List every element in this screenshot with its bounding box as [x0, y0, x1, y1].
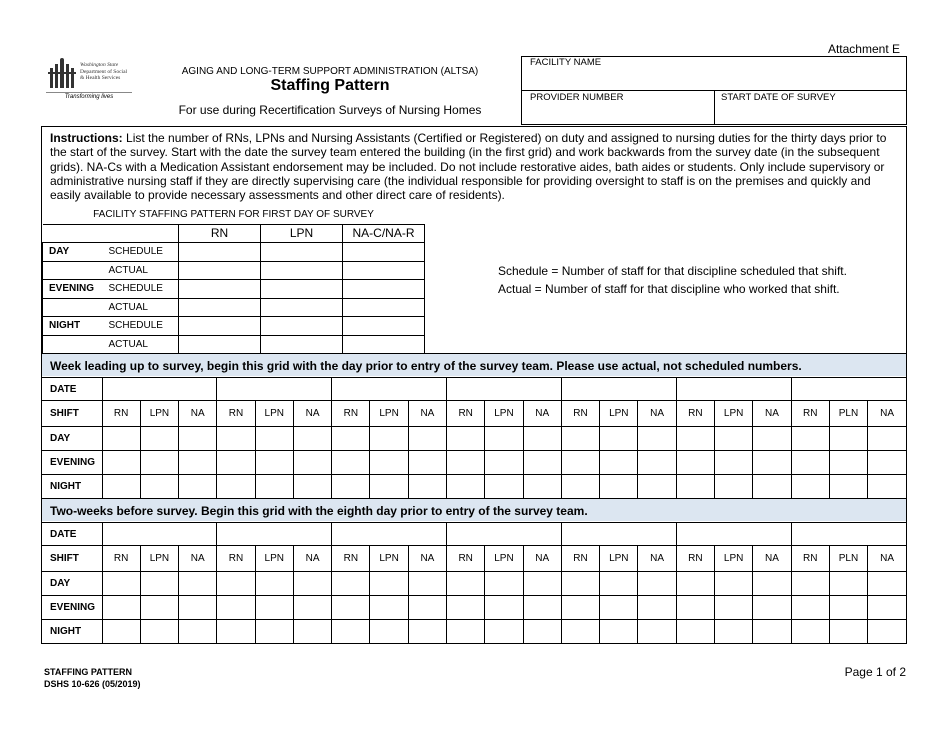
staff-count-cell[interactable]: [676, 620, 714, 644]
row-label: EVENING: [42, 451, 102, 475]
staff-count-cell[interactable]: [343, 335, 425, 354]
staff-count-cell[interactable]: [261, 280, 343, 299]
staff-count-cell[interactable]: [676, 572, 714, 596]
week2-grid: [42, 522, 906, 644]
date-cell[interactable]: [791, 523, 906, 546]
first-day-grid-row: [43, 280, 425, 299]
discipline-header: NA: [868, 401, 906, 427]
staff-count-cell[interactable]: [447, 451, 485, 475]
staff-count-cell[interactable]: [293, 451, 331, 475]
discipline-header: RN: [447, 401, 485, 427]
agency-name: AGING AND LONG-TERM SUPPORT ADMINISTRATION (ALTSA): [181, 66, 479, 77]
week-row-day: [42, 572, 906, 596]
staff-count-cell[interactable]: [447, 427, 485, 451]
staff-count-cell[interactable]: [868, 475, 906, 499]
week-row-evening: [42, 596, 906, 620]
staff-count-cell[interactable]: [102, 596, 140, 620]
staff-count-cell[interactable]: [179, 620, 217, 644]
week-row-day: [42, 427, 906, 451]
staff-count-cell[interactable]: [523, 620, 561, 644]
logo-tagline: Transforming lives: [46, 92, 132, 100]
staff-count-cell[interactable]: [140, 427, 178, 451]
date-cell[interactable]: [332, 523, 447, 546]
date-cell[interactable]: [791, 378, 906, 401]
staff-count-cell[interactable]: [523, 572, 561, 596]
staff-count-cell[interactable]: [600, 475, 638, 499]
staff-count-cell[interactable]: [217, 596, 255, 620]
row-label: EVENING: [42, 596, 102, 620]
shift-period-label: EVENING: [43, 280, 103, 299]
row-label: DATE: [42, 523, 102, 546]
staff-count-cell[interactable]: [408, 572, 446, 596]
count-type-label: SCHEDULE: [103, 243, 179, 262]
staff-count-cell[interactable]: [791, 451, 829, 475]
discipline-header: NA: [523, 546, 561, 572]
facility-info-box: [521, 56, 907, 125]
staff-count-cell[interactable]: [753, 475, 791, 499]
staff-count-cell[interactable]: [447, 620, 485, 644]
staff-count-cell[interactable]: [255, 572, 293, 596]
discipline-header: RN: [561, 546, 599, 572]
staff-count-cell[interactable]: [753, 451, 791, 475]
staff-count-cell[interactable]: [638, 475, 676, 499]
staff-count-cell[interactable]: [293, 596, 331, 620]
staff-count-cell[interactable]: [485, 475, 523, 499]
staff-count-cell[interactable]: [102, 572, 140, 596]
shift-period-label: NIGHT: [43, 317, 103, 336]
discipline-header: LPN: [715, 401, 753, 427]
row-label: SHIFT: [42, 401, 102, 427]
staff-count-cell[interactable]: [791, 475, 829, 499]
week-row-evening: [42, 451, 906, 475]
logo-line: & Health Services: [80, 75, 121, 81]
staff-count-cell[interactable]: [791, 620, 829, 644]
start-date-label: START DATE OF SURVEY: [721, 92, 836, 103]
staff-count-cell[interactable]: [868, 572, 906, 596]
staff-count-cell[interactable]: [332, 451, 370, 475]
staff-count-cell[interactable]: [261, 335, 343, 354]
discipline-header: PLN: [829, 546, 867, 572]
staff-count-cell[interactable]: [868, 427, 906, 451]
discipline-header: LPN: [600, 546, 638, 572]
staff-count-cell[interactable]: [447, 475, 485, 499]
form-id: [44, 667, 141, 690]
staff-count-cell[interactable]: [868, 620, 906, 644]
shift-period-label: DAY: [43, 243, 103, 262]
legend-actual: Actual = Number of staff for that discipline who worked that shift.: [498, 281, 840, 296]
staff-count-cell[interactable]: [179, 596, 217, 620]
staff-count-cell[interactable]: [370, 572, 408, 596]
discipline-header: NA: [179, 546, 217, 572]
discipline-header: NA: [408, 401, 446, 427]
first-day-grid-row: [43, 317, 425, 336]
week-row-shift: [42, 401, 906, 427]
discipline-header: RN: [447, 546, 485, 572]
staff-count-cell[interactable]: [600, 596, 638, 620]
staff-count-cell[interactable]: [600, 620, 638, 644]
staff-count-cell[interactable]: [343, 298, 425, 317]
staff-count-cell[interactable]: [370, 427, 408, 451]
staff-count-cell[interactable]: [140, 475, 178, 499]
staff-count-cell[interactable]: [140, 620, 178, 644]
staff-count-cell[interactable]: [332, 620, 370, 644]
week-row-date: [42, 378, 906, 401]
logo-line: Department of Social: [80, 68, 128, 75]
discipline-header: NA: [868, 546, 906, 572]
staff-count-cell[interactable]: [370, 596, 408, 620]
instructions-text: List the number of RNs, LPNs and Nursing Assistants (Certified or Registered) on duty and assigned to nursing duties for the thirty days prior to the start of the survey. Start with the date the survey team entered the building (in the first grid) and work backwards from the survey date (in the subsequent grids). NA-Cs with a Medication Assistant endorsement may be included. Do not include restorative aides, bath aides or students. Only include supervisory or administrative nursing staff if they are directly supervising care (the individual responsible for providing oversight to staff is on the premises and quickly and easily available to provide necessary assessments and other direct care of residents).: [50, 131, 887, 203]
staff-count-cell[interactable]: [791, 427, 829, 451]
staff-count-cell[interactable]: [293, 475, 331, 499]
discipline-header: NA: [408, 546, 446, 572]
staff-count-cell[interactable]: [561, 451, 599, 475]
staffing-form: [41, 126, 907, 644]
staff-count-cell[interactable]: [447, 596, 485, 620]
staff-count-cell[interactable]: [485, 451, 523, 475]
provider-number-field[interactable]: [522, 91, 714, 125]
staff-count-cell[interactable]: [140, 596, 178, 620]
staff-count-cell[interactable]: [179, 317, 261, 336]
date-cell[interactable]: [447, 378, 562, 401]
staff-count-cell[interactable]: [332, 427, 370, 451]
staff-count-cell[interactable]: [715, 451, 753, 475]
row-label: DATE: [42, 378, 102, 401]
staff-count-cell[interactable]: [715, 427, 753, 451]
logo-line: Washington State: [80, 62, 119, 68]
staff-count-cell[interactable]: [179, 572, 217, 596]
row-label: DAY: [42, 427, 102, 451]
count-type-label: ACTUAL: [103, 335, 179, 354]
staff-count-cell[interactable]: [868, 451, 906, 475]
first-day-grid-row: [43, 335, 425, 354]
staff-count-cell[interactable]: [868, 596, 906, 620]
staff-count-cell[interactable]: [676, 475, 714, 499]
staff-count-cell[interactable]: [638, 427, 676, 451]
staff-count-cell[interactable]: [676, 427, 714, 451]
staff-count-cell[interactable]: [408, 451, 446, 475]
instructions: [50, 131, 902, 202]
week1-banner: Week leading up to survey, begin this grid with the day prior to entry of the survey team. Please use actual, not scheduled numbers.: [42, 353, 906, 376]
staff-count-cell[interactable]: [561, 620, 599, 644]
staff-count-cell[interactable]: [523, 427, 561, 451]
staff-count-cell[interactable]: [255, 427, 293, 451]
staff-count-cell[interactable]: [523, 451, 561, 475]
staff-count-cell[interactable]: [561, 572, 599, 596]
staff-count-cell[interactable]: [753, 596, 791, 620]
discipline-header: NA: [753, 546, 791, 572]
date-cell[interactable]: [676, 378, 791, 401]
staff-count-cell[interactable]: [715, 620, 753, 644]
date-cell[interactable]: [561, 378, 676, 401]
count-type-label: ACTUAL: [103, 261, 179, 280]
discipline-header: RN: [332, 401, 370, 427]
date-cell[interactable]: [561, 523, 676, 546]
staff-count-cell[interactable]: [638, 572, 676, 596]
staff-count-cell[interactable]: [102, 475, 140, 499]
staff-count-cell[interactable]: [561, 475, 599, 499]
week-row-night: [42, 475, 906, 499]
staff-count-cell[interactable]: [261, 317, 343, 336]
staff-count-cell[interactable]: [408, 620, 446, 644]
staff-count-cell[interactable]: [102, 451, 140, 475]
staff-count-cell[interactable]: [255, 451, 293, 475]
staff-count-cell[interactable]: [600, 427, 638, 451]
discipline-header: NA: [293, 546, 331, 572]
discipline-header: LPN: [715, 546, 753, 572]
shift-period-label: [43, 335, 103, 354]
first-day-grid: [42, 206, 425, 354]
staff-count-cell[interactable]: [829, 427, 867, 451]
week-row-date: [42, 523, 906, 546]
week-row-shift: [42, 546, 906, 572]
discipline-header: NA: [523, 401, 561, 427]
staff-count-cell[interactable]: [179, 451, 217, 475]
discipline-header: NA: [638, 546, 676, 572]
staff-count-cell[interactable]: [676, 596, 714, 620]
staff-count-cell[interactable]: [217, 572, 255, 596]
form-number: DSHS 10-626 (05/2019): [44, 678, 141, 689]
staff-count-cell[interactable]: [217, 427, 255, 451]
staff-count-cell[interactable]: [261, 261, 343, 280]
staff-count-cell[interactable]: [523, 596, 561, 620]
staff-count-cell[interactable]: [370, 620, 408, 644]
legend-schedule: Schedule = Number of staff for that discipline scheduled that shift.: [498, 264, 847, 278]
discipline-header: RN: [102, 546, 140, 572]
discipline-header: PLN: [829, 401, 867, 427]
attachment-label: Attachment E: [827, 42, 900, 56]
first-day-grid-row: [43, 261, 425, 280]
first-day-grid-caption: FACILITY STAFFING PATTERN FOR FIRST DAY OF SURVEY: [43, 206, 425, 224]
staff-count-cell[interactable]: [255, 475, 293, 499]
page-number: Page 1 of 2: [844, 665, 906, 679]
shift-period-label: [43, 298, 103, 317]
staff-count-cell[interactable]: [179, 261, 261, 280]
staff-count-cell[interactable]: [791, 572, 829, 596]
staff-count-cell[interactable]: [829, 572, 867, 596]
staff-count-cell[interactable]: [791, 596, 829, 620]
staff-count-cell[interactable]: [217, 475, 255, 499]
staff-count-cell[interactable]: [261, 243, 343, 262]
staff-count-cell[interactable]: [753, 572, 791, 596]
staff-count-cell[interactable]: [485, 596, 523, 620]
staff-count-cell[interactable]: [343, 243, 425, 262]
staff-count-cell[interactable]: [829, 596, 867, 620]
staff-count-cell[interactable]: [829, 451, 867, 475]
staff-count-cell[interactable]: [343, 261, 425, 280]
week1-grid: [42, 377, 906, 499]
column-header: RN: [179, 224, 261, 243]
shift-period-label: [43, 261, 103, 280]
discipline-header: LPN: [485, 401, 523, 427]
staff-count-cell[interactable]: [343, 317, 425, 336]
staff-count-cell[interactable]: [217, 451, 255, 475]
staff-count-cell[interactable]: [217, 620, 255, 644]
date-cell[interactable]: [447, 523, 562, 546]
row-label: DAY: [42, 572, 102, 596]
date-cell[interactable]: [332, 378, 447, 401]
staff-count-cell[interactable]: [179, 298, 261, 317]
staff-count-cell[interactable]: [179, 280, 261, 299]
discipline-header: LPN: [600, 401, 638, 427]
week-row-night: [42, 620, 906, 644]
discipline-header: RN: [676, 401, 714, 427]
discipline-header: RN: [332, 546, 370, 572]
staff-count-cell[interactable]: [102, 427, 140, 451]
staff-count-cell[interactable]: [715, 572, 753, 596]
row-label: NIGHT: [42, 475, 102, 499]
date-cell[interactable]: [217, 523, 332, 546]
page-subtitle: For use during Recertification Surveys of Nursing Homes: [178, 103, 482, 117]
staff-count-cell[interactable]: [447, 572, 485, 596]
staff-count-cell[interactable]: [676, 451, 714, 475]
row-label: SHIFT: [42, 546, 102, 572]
staff-count-cell[interactable]: [293, 572, 331, 596]
staff-count-cell[interactable]: [255, 620, 293, 644]
staff-count-cell[interactable]: [715, 475, 753, 499]
count-type-label: ACTUAL: [103, 298, 179, 317]
staff-count-cell[interactable]: [261, 298, 343, 317]
staff-count-cell[interactable]: [408, 475, 446, 499]
staff-count-cell[interactable]: [523, 475, 561, 499]
staff-count-cell[interactable]: [753, 620, 791, 644]
staff-count-cell[interactable]: [485, 427, 523, 451]
first-day-grid-row: [43, 298, 425, 317]
discipline-header: LPN: [140, 401, 178, 427]
staff-count-cell[interactable]: [332, 572, 370, 596]
staff-count-cell[interactable]: [332, 475, 370, 499]
staff-count-cell[interactable]: [638, 451, 676, 475]
staff-count-cell[interactable]: [293, 427, 331, 451]
discipline-header: RN: [791, 546, 829, 572]
staff-count-cell[interactable]: [715, 596, 753, 620]
staff-count-cell[interactable]: [638, 596, 676, 620]
discipline-header: RN: [676, 546, 714, 572]
count-type-label: SCHEDULE: [103, 317, 179, 336]
date-cell[interactable]: [102, 378, 217, 401]
discipline-header: NA: [753, 401, 791, 427]
staff-count-cell[interactable]: [753, 427, 791, 451]
staff-count-cell[interactable]: [370, 451, 408, 475]
staff-count-cell[interactable]: [343, 280, 425, 299]
staff-count-cell[interactable]: [179, 243, 261, 262]
provider-number-label: PROVIDER NUMBER: [530, 92, 624, 103]
facility-name-field[interactable]: [522, 57, 906, 91]
date-cell[interactable]: [676, 523, 791, 546]
discipline-header: RN: [217, 401, 255, 427]
discipline-header: RN: [102, 401, 140, 427]
staff-count-cell[interactable]: [408, 427, 446, 451]
discipline-header: NA: [638, 401, 676, 427]
form-title: STAFFING PATTERN: [44, 667, 132, 677]
staff-count-cell[interactable]: [600, 451, 638, 475]
staff-count-cell[interactable]: [561, 596, 599, 620]
discipline-header: LPN: [370, 401, 408, 427]
staff-count-cell[interactable]: [370, 475, 408, 499]
staff-count-cell[interactable]: [829, 620, 867, 644]
staff-count-cell[interactable]: [485, 620, 523, 644]
row-label: NIGHT: [42, 620, 102, 644]
instructions-heading: Instructions:: [50, 131, 123, 145]
discipline-header: LPN: [255, 401, 293, 427]
discipline-header: NA: [179, 401, 217, 427]
discipline-header: RN: [217, 546, 255, 572]
week2-banner: Two-weeks before survey. Begin this grid with the eighth day prior to entry of the survey team.: [42, 498, 906, 521]
discipline-header: NA: [293, 401, 331, 427]
staff-count-cell[interactable]: [140, 572, 178, 596]
staff-count-cell[interactable]: [293, 620, 331, 644]
discipline-header: RN: [791, 401, 829, 427]
date-cell[interactable]: [217, 378, 332, 401]
column-header: LPN: [261, 224, 343, 243]
start-date-field[interactable]: [715, 91, 907, 125]
staff-count-cell[interactable]: [255, 596, 293, 620]
staff-count-cell[interactable]: [561, 427, 599, 451]
date-cell[interactable]: [102, 523, 217, 546]
first-day-grid-row: [43, 243, 425, 262]
discipline-header: LPN: [485, 546, 523, 572]
facility-name-label: FACILITY NAME: [530, 57, 602, 68]
staff-count-cell[interactable]: [332, 596, 370, 620]
staff-count-cell[interactable]: [638, 620, 676, 644]
staff-count-cell[interactable]: [179, 335, 261, 354]
staff-count-cell[interactable]: [140, 451, 178, 475]
page-title: Staffing Pattern: [270, 77, 390, 94]
staff-count-cell[interactable]: [102, 620, 140, 644]
staff-count-cell[interactable]: [829, 475, 867, 499]
column-header: NA-C/NA-R: [343, 224, 425, 243]
legend: [498, 263, 847, 298]
discipline-header: RN: [561, 401, 599, 427]
discipline-header: LPN: [140, 546, 178, 572]
staff-count-cell[interactable]: [600, 572, 638, 596]
staff-count-cell[interactable]: [485, 572, 523, 596]
staff-count-cell[interactable]: [179, 427, 217, 451]
count-type-label: SCHEDULE: [103, 280, 179, 299]
discipline-header: LPN: [255, 546, 293, 572]
discipline-header: LPN: [370, 546, 408, 572]
staff-count-cell[interactable]: [179, 475, 217, 499]
staff-count-cell[interactable]: [408, 596, 446, 620]
